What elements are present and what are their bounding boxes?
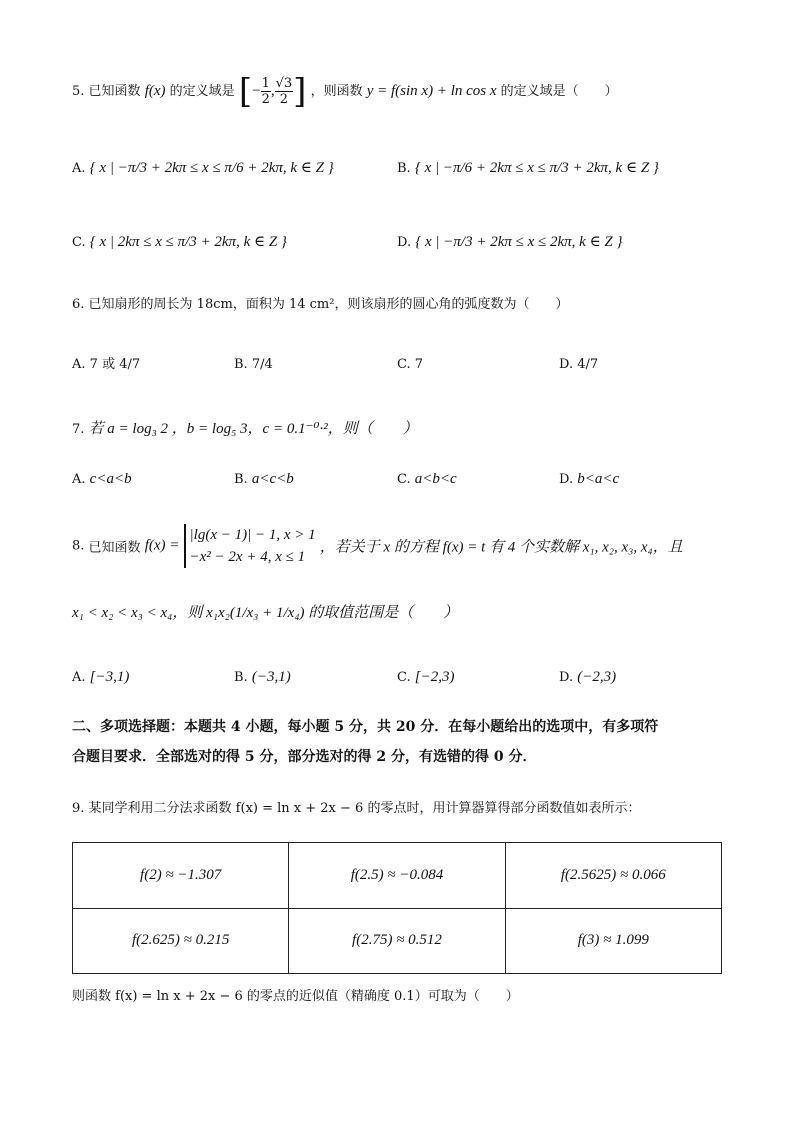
q6-options — [72, 354, 722, 394]
q8-option-b[interactable]: B. (−3,1) — [234, 669, 291, 685]
table-cell: f(2.625) ≈ 0.215 — [73, 908, 289, 974]
q5-expression: y = f(sin x) + ln cos x — [366, 83, 497, 99]
q6-stem — [72, 294, 568, 316]
q9-value-table — [72, 842, 722, 974]
q5-domain-lower: $\frac{1}{2}$ — [261, 76, 270, 107]
q5-option-b[interactable]: B. { x | −π/6 + 2kπ ≤ x ≤ π/3 + 2kπ, k ∈ Z } — [397, 160, 659, 176]
q8-stem-line2 — [72, 598, 458, 629]
q6-option-b[interactable]: B. 7/4 — [234, 357, 273, 372]
q9-number: 9. — [72, 801, 85, 816]
q8-piece-1: |lg(x − 1)| − 1, x > 1 — [189, 527, 316, 543]
q5-options-row2 — [72, 226, 722, 266]
q6-number: 6. — [72, 297, 85, 312]
q9-stem — [72, 798, 640, 820]
q5-right-bracket: ] — [293, 71, 307, 112]
table-cell: f(2.5625) ≈ 0.066 — [505, 843, 721, 909]
q8-option-a[interactable]: A. [−3,1) — [72, 669, 130, 685]
table-cell: f(3) ≈ 1.099 — [505, 908, 721, 974]
q5-left-bracket: [ — [238, 71, 253, 112]
q6-stem-text: 已知扇形的周长为 18cm，面积为 14 cm²，则该扇形的圆心角的弧度数为（ ） — [88, 297, 569, 312]
q9-after-stem: 则函数 f(x) = ln x + 2x − 6 的零点的近似值（精确度 0.1）可取为（ ） — [72, 989, 519, 1004]
q5-fx: f(x) — [144, 83, 166, 99]
section2-heading — [72, 712, 722, 772]
section2-line2: 合题目要求．全部选对的得 5 分，部分选对的得 2 分，有选错的得 0 分． — [72, 749, 537, 765]
q5-option-c[interactable]: C. { x | 2kπ ≤ x ≤ π/3 + 2kπ, k ∈ Z } — [72, 234, 287, 250]
table-row — [73, 843, 722, 909]
table-cell: f(2.5) ≈ −0.084 — [289, 843, 505, 909]
q6-option-d[interactable]: D. 4/7 — [559, 357, 599, 372]
q9-after-text — [72, 986, 519, 1008]
q5-stem-part-d: 的定义域是（ ） — [500, 84, 618, 99]
q8-options — [72, 666, 722, 706]
q8-line2-text: x₁ < x₂ < x₃ < x₄，则 x₁x₂(1/x₃ + 1/x₄) 的取值范围是（ ） — [72, 605, 459, 621]
q5-options-row1 — [72, 152, 722, 192]
q5-option-a[interactable]: A. { x | −π/3 + 2kπ ≤ x ≤ π/6 + 2kπ, k ∈ Z } — [72, 160, 334, 176]
q8-fx-eq: f(x) = — [144, 537, 180, 554]
q5-option-d[interactable]: D. { x | −π/3 + 2kπ ≤ x ≤ 2kπ, k ∈ Z } — [397, 234, 623, 250]
q8-option-c[interactable]: C. [−2,3) — [397, 669, 455, 685]
q5-stem-part-a: 已知函数 — [88, 84, 141, 99]
q8-number: 8. — [72, 538, 85, 554]
q8-piece-2: −x² − 2x + 4, x ≤ 1 — [189, 549, 306, 565]
q8-stem — [72, 524, 683, 574]
q8-piecewise — [184, 524, 316, 568]
q6-option-a[interactable]: A. 7 或 4/7 — [72, 357, 141, 372]
q7-stem — [72, 418, 418, 441]
q8-stem-part-b: ，若关于 x 的方程 f(x) = t 有 4 个实数解 x₁, x₂, x₃, x₄，且 — [319, 539, 683, 556]
q7-number: 7. — [72, 422, 85, 437]
q5-stem: 5. 已知函数 f(x) 的定义域是 [− $\frac{1}{2}$ , $\frac{√3}{2}$ ] ，则函数 y = f(sin x) + ln cos x 的定义域是（ ） — [72, 71, 618, 112]
q7-option-a[interactable]: A. c<a<b — [72, 471, 132, 487]
q7-options — [72, 468, 722, 508]
q8-stem-part-a: 已知函数 — [88, 540, 141, 556]
q8-option-d[interactable]: D. (−2,3) — [559, 669, 617, 685]
q6-option-c[interactable]: C. 7 — [397, 357, 424, 372]
q5-domain-upper: $\frac{√3}{2}$ — [275, 76, 293, 107]
q7-stem-text: 若 a = log₃ 2 ，b = log₅ 3，c = 0.1⁻⁰·²，则（ ） — [88, 421, 418, 437]
q9-stem-text: 某同学利用二分法求函数 f(x) = ln x + 2x − 6 的零点时，用计算器算得部分函数值如表所示： — [88, 801, 641, 816]
q5-number: 5. — [72, 84, 85, 99]
q7-option-b[interactable]: B. a<c<b — [234, 471, 294, 487]
table-cell: f(2) ≈ −1.307 — [73, 843, 289, 909]
q5-stem-part-c: ，则函数 — [310, 84, 363, 99]
table-cell: f(2.75) ≈ 0.512 — [289, 908, 505, 974]
section2-line1: 二、多项选择题：本题共 4 小题，每小题 5 分，共 20 分．在每小题给出的选项中，有多项符 — [72, 719, 659, 735]
table-row — [73, 908, 722, 974]
q7-option-c[interactable]: C. a<b<c — [397, 471, 457, 487]
q5-stem-part-b: 的定义域是 — [169, 84, 235, 99]
q7-option-d[interactable]: D. b<a<c — [559, 471, 620, 487]
